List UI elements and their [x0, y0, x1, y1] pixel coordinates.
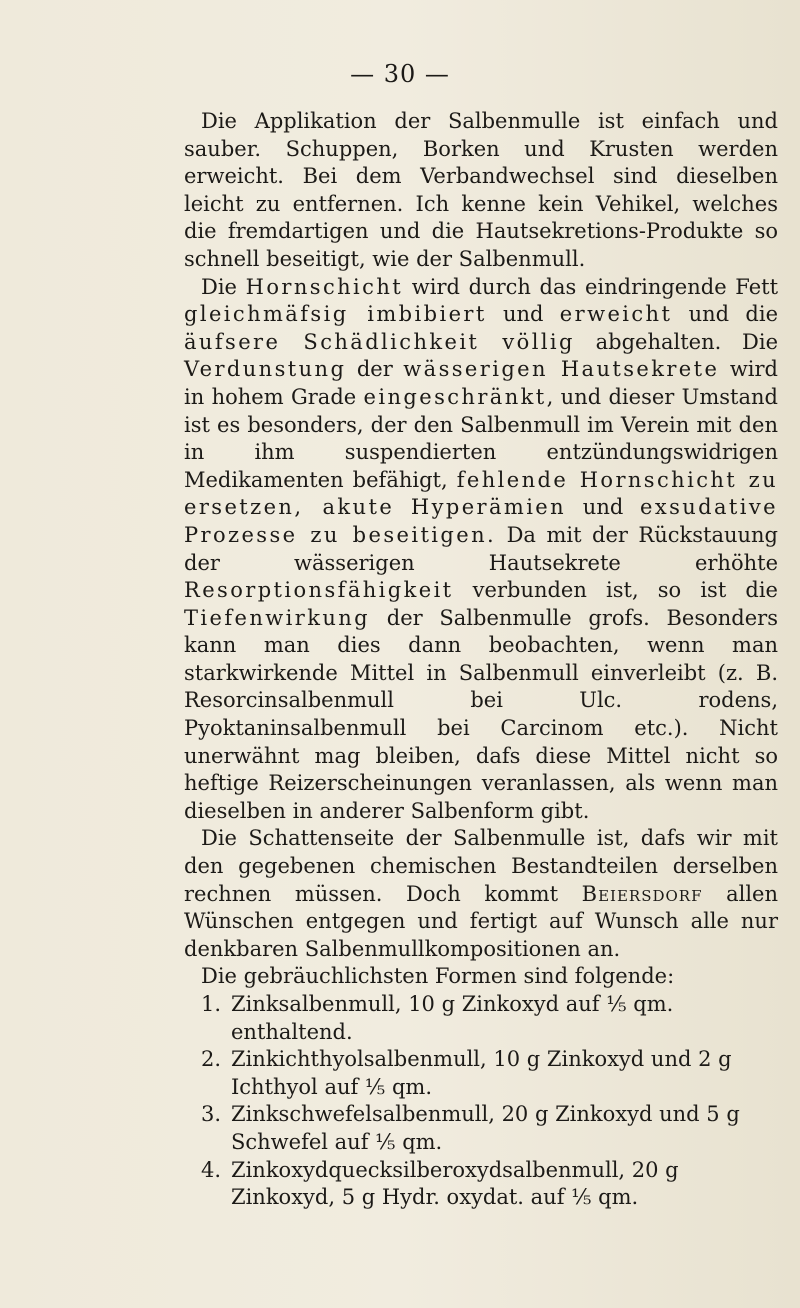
emphasis-exsudative: exsudative Prozesse zu beseitigen. [184, 495, 778, 547]
body-text [184, 108, 778, 1212]
list-text: Zinkschwefelsalbenmull, 20 g Zinkoxyd und 5 g Schwefel auf ⅕ qm. [231, 1102, 740, 1154]
name-beiersdorf: Beiersdorf [581, 881, 703, 906]
text-run: der Salbenmulle grofs. Besonders kann man dies dann beobachten, wenn man starkwirkende Mittel in Salbenmull einverleibt (z. B. Resorcinsalbenmull bei Ulc. rodens, Pyoktaninsalbenmull bei Carcinom etc.). Nicht unerwähnt mag bleiben, dafs diese Mittel nicht so heftige Reizerscheinungen veranlassen, als wenn man dieselben in anderer Salbenform gibt. [184, 605, 778, 823]
list-item [201, 1101, 778, 1156]
list-number: 1. [201, 992, 222, 1016]
emphasis-verdunstung: Verdunstung [184, 357, 347, 382]
text-run: der [346, 357, 404, 382]
list-item [201, 1157, 778, 1212]
emphasis-gleichmaessig: gleichmäfsig imbibiert [184, 302, 487, 327]
paragraph-formen-intro: Die gebräuchlichsten Formen sind folgende: [201, 964, 675, 989]
list-number: 2. [201, 1047, 222, 1072]
list-item [201, 1046, 778, 1101]
text-run: allen Wünschen entgegen und fertigt auf Wunsch alle nur denkbaren Salbenmullkompositionen an. [184, 881, 778, 961]
page-number: — 30 — [350, 60, 450, 88]
list-text: Zinkoxydquecksilberoxydsalbenmull, 20 g Zinkoxyd, 5 g Hydr. oxydat. auf ⅕ qm. [231, 1157, 679, 1210]
text-run: und die [672, 302, 778, 327]
emphasis-erweicht: erweicht [559, 302, 673, 327]
emphasis-eingeschraenkt: eingeschränkt [363, 384, 547, 409]
paragraph-application: Die Applikation der Salbenmulle ist einfach und sauber. Schuppen, Borken und Krusten werden erweicht. Bei dem Verbandwechsel sind dieselben leicht zu entfernen. Ich kenne kein Vehikel, welches die fremdartigen und die Hautsekretions-Produkte so schnell beseitigt, wie der Salbenmull. [184, 109, 778, 271]
emphasis-fehlende: fehlende Hornschicht zu ersetzen, akute [184, 467, 778, 520]
paragraph-schattenseite [184, 825, 778, 963]
text-run: , und dieser Umstand ist es besonders, der den Salbenmull im Verein mit den in ihm suspendierten entzündungswidrigen Medikamenten befähigt, [184, 384, 778, 492]
list-number: 4. [201, 1157, 222, 1182]
text-run: Die [201, 274, 246, 299]
text-run: abgehalten. Die [574, 329, 778, 354]
text-run: wird durch das eindringende Fett [403, 274, 779, 299]
emphasis-hornschicht: Hornschicht [245, 274, 404, 299]
emphasis-resorption: Resorptionsfähigkeit [184, 578, 454, 603]
list-number: 3. [201, 1102, 222, 1127]
emphasis-aeussere: äufsere Schädlichkeit völlig [184, 329, 575, 354]
list-text: Zinksalbenmull, 10 g Zinkoxyd auf ⅕ qm. enthaltend. [231, 992, 674, 1044]
text-run: wird in hohem Grade [184, 357, 778, 409]
formulation-list [184, 991, 778, 1212]
text-run: Die Schattenseite der Salbenmulle ist, dafs wir mit den gegebenen chemischen Bestandteilen derselben rechnen müssen. Doch kommt [184, 826, 778, 906]
text-run: und [486, 302, 560, 327]
emphasis-tiefenwirkung: Tiefenwirkung [184, 605, 371, 630]
list-text: Zinkichthyolsalbenmull, 10 g Zinkoxyd und 2 g Ichthyol auf ⅕ qm. [231, 1047, 732, 1099]
emphasis-waesserigen: wässerigen Hautsekrete [403, 357, 720, 382]
list-item [201, 991, 778, 1046]
text-run: und [566, 495, 640, 520]
text-run: verbunden ist, so ist die [453, 578, 778, 603]
text-run: Da mit der Rückstauung der wässerigen Hautsekrete erhöhte [184, 522, 778, 575]
emphasis-hyperaemien: Hyperämien [410, 495, 567, 520]
text-run [394, 495, 411, 519]
paragraph-hornschicht [184, 274, 778, 826]
